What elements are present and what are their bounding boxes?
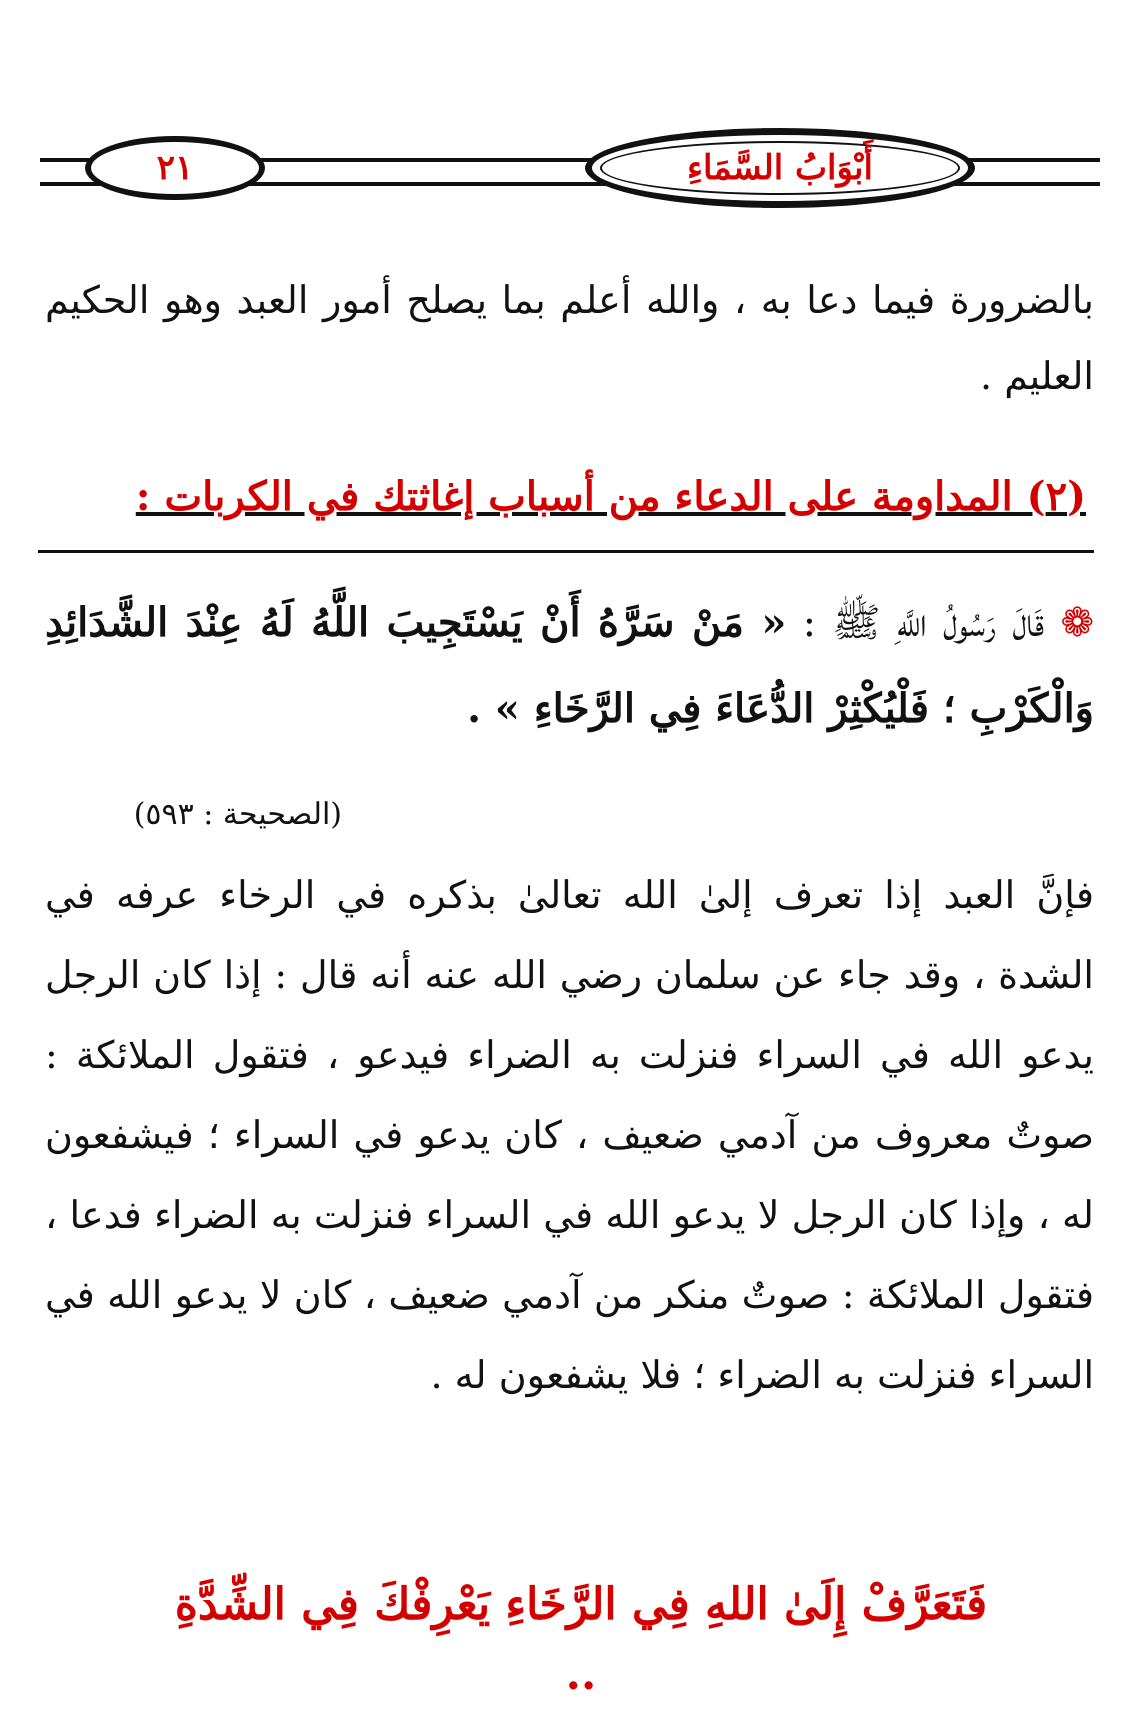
hadith-source: (الصحيحة : ٥٩٣) [133,797,342,832]
page-number: ٢١ [156,148,194,188]
section-heading [38,462,1094,553]
flower-ornament-icon: ❁ [1060,600,1094,646]
page-header [40,128,1100,218]
hadith-lead: قَالَ رَسُولُ اللَّهِ ﷺ : [802,600,1045,646]
intro-paragraph: بالضرورة فيما دعا به ، والله أعلم بما يصلح أمور العبد وهو الحكيم العليم . [45,278,1094,398]
header-title-oval [585,128,975,208]
main-paragraph: فإنَّ العبد إذا تعرف إلىٰ الله تعالىٰ بذكره في الرخاء عرفه في الشدة ، وقد جاء عن سلمان رضي الله عنه أنه قال : إذا كان الرجل يدعو الله في السراء فنزلت به الضراء فيدعو ، فتقول الملائكة : صوتٌ معروف من آدمي ضعيف ، كان يدعو في السراء ؛ فيشفعون له ، وإذا كان الرجل لا يدعو الله في السراء فنزلت به الضراء فدعا ، فتقول الملائكة : صوتٌ منكر من آدمي ضعيف ، كان لا يدعو الله في السراء فنزلت به الضراء ؛ فلا يشفعون له . [45,873,1094,1397]
closing-saying: فَتَعَرَّفْ إِلَىٰ اللهِ فِي الرَّخَاءِ يَعْرِفْكَ فِي الشِّدَّةِ .. [174,1579,988,1700]
book-title: أَبْوَابُ السَّمَاءِ [687,148,873,188]
page-number-oval [85,136,265,200]
section-heading-text: (٢) المداومة على الدعاء من أسباب إغاثتك في الكربات : [135,473,1086,520]
hadith-block [45,580,1094,752]
hadith-text: « مَنْ سَرَّهُ أَنْ يَسْتَجِيبَ اللَّهُ لَهُ عِنْدَ الشَّدَائِدِ وَالْكَرْبِ ؛ فَلْيُكْثِرْ الدُّعَاءَ فِي الرَّخَاءِ » . [45,599,1094,732]
